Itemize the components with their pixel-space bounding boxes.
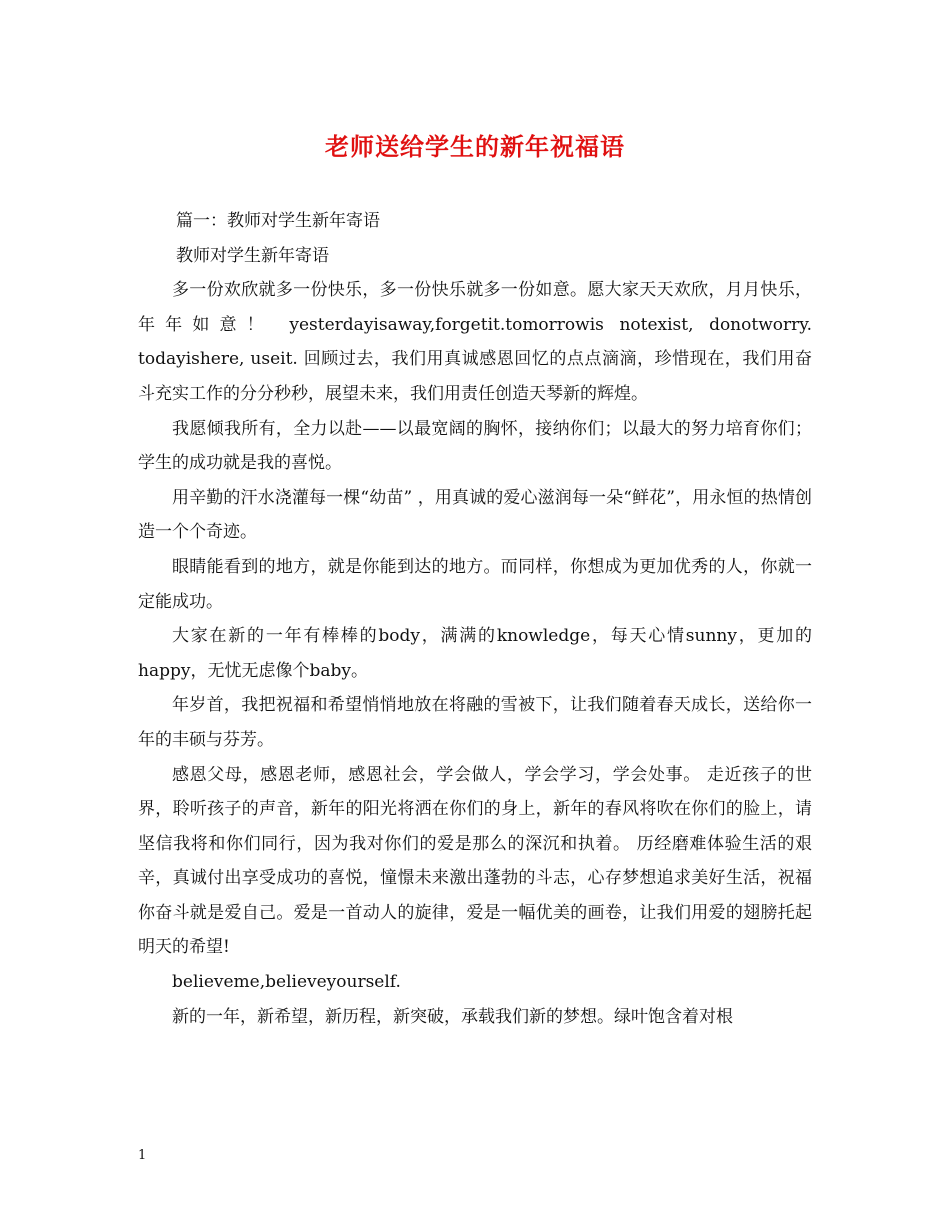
document-title: 老师送给学生的新年祝福语 [325,132,625,161]
document-body [138,204,812,1034]
section-heading: 篇一：教师对学生新年寄语 [176,211,380,231]
paragraph: 感恩父母，感恩老师，感恩社会，学会做人，学会学习，学会处事。 走近孩子的世界，聆听孩子的声音，新年的阳光将洒在你们的身上，新年的春风将吹在你们的脸上，请坚信我将和你们同行，因为我对你们的爱是那么的深沉和执着。 历经磨难体验生活的艰辛，真诚付出享受成功的喜悦，憧憬未来激出蓬勃的斗志，心存梦想追求美好生活，祝福你奋斗就是爱自己。爱是一首动人的旋律，爱是一幅优美的画卷，让我们用爱的翅膀托起明天的希望! [138,764,812,958]
page-number: 1 [138,1148,147,1163]
paragraph: believeme,believeyourself. [172,972,401,993]
paragraph: 新的一年，新希望，新历程，新突破，承载我们新的梦想。绿叶饱含着对根 [172,1006,733,1027]
paragraph: 用辛勤的汗水浇灌每一棵“幼苗” ，用真诚的爱心滋润每一朵“鲜花”，用永恒的热情创造一个个奇迹。 [138,487,812,543]
paragraph: 我愿倾我所有，全力以赴——以最宽阔的胸怀，接纳你们；以最大的努力培育你们；学生的成功就是我的喜悦。 [138,418,812,474]
paragraph: 眼睛能看到的地方，就是你能到达的地方。而同样，你想成为更加优秀的人，你就一定能成功。 [138,556,812,612]
paragraph: 大家在新的一年有棒棒的body，满满的knowledge，每天心情sunny，更加的happy，无忧无虑像个baby。 [138,626,812,681]
paragraph: 年岁首，我把祝福和希望悄悄地放在将融的雪被下，让我们随着春天成长，送给你一年的丰硕与芬芳。 [138,695,812,750]
subheading: 教师对学生新年寄语 [176,245,329,266]
paragraph: 多一份欢欣就多一份快乐，多一份快乐就多一份如意。愿大家天天欢欣，月月快乐，年年如意！ yesterdayisaway,forgetit.tomorrowis notexist, donotworry. todayishere, useit. 回顾过去，我们用真诚感恩回忆的点点滴滴，珍惜现在，我们用奋斗充实工作的分分秒秒，展望未来，我们用责任创造天琴新的辉煌。 [138,280,812,404]
